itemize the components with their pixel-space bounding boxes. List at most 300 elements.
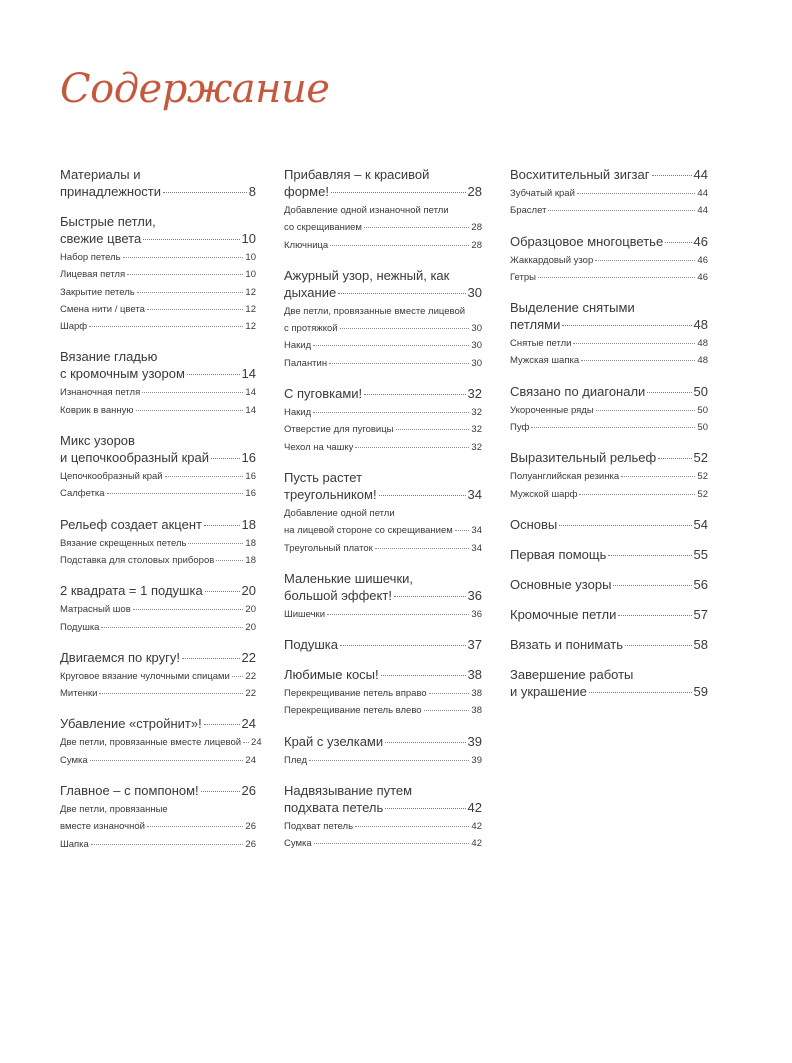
subentry-line (60, 552, 256, 569)
chapter-line (60, 782, 256, 799)
chapter-line (510, 636, 708, 653)
chapter-page-number: 58 (693, 636, 708, 652)
subentry-line (284, 752, 482, 769)
toc-subentry[interactable] (60, 301, 256, 318)
dot-leader (143, 239, 239, 240)
dot-leader (205, 591, 240, 592)
toc-subentry[interactable] (510, 402, 708, 419)
toc-section (510, 383, 708, 437)
toc-section (510, 546, 708, 563)
dot-leader (379, 495, 466, 496)
subentry-line (60, 685, 256, 702)
subentry-text: Вязание скрещенных петель (60, 537, 187, 549)
subentry-line (60, 801, 256, 818)
subentry-line (510, 468, 708, 485)
subentry-page-number: 44 (697, 188, 708, 199)
toc-chapter-title[interactable] (510, 383, 708, 400)
toc-subentry[interactable] (510, 202, 708, 219)
toc-section (510, 233, 708, 287)
toc-subentry[interactable] (510, 269, 708, 286)
toc-subentry[interactable] (60, 318, 256, 335)
toc-subentries (60, 734, 262, 769)
subentry-line (284, 337, 482, 354)
chapter-page-number: 59 (693, 683, 708, 699)
subentry-page-number: 20 (245, 604, 256, 616)
subentry-page-number: 28 (471, 222, 482, 234)
dot-leader (548, 210, 695, 211)
chapter-text: Выделение снятыми (510, 300, 635, 316)
toc-chapter-title[interactable] (60, 213, 256, 247)
chapter-line (284, 733, 482, 750)
subentry-page-number: 34 (471, 525, 482, 537)
dot-leader (573, 343, 695, 344)
chapter-page-number: 42 (467, 800, 482, 816)
page-title: Содержание (60, 66, 330, 112)
toc-subentry[interactable] (284, 702, 482, 719)
chapter-page-number: 14 (241, 366, 256, 382)
toc-section (510, 666, 708, 700)
chapter-page-number: 39 (467, 733, 482, 749)
toc-chapter-title[interactable] (510, 299, 708, 333)
toc-subentries (60, 801, 256, 853)
subentry-page-number: 36 (471, 608, 482, 620)
dot-leader (243, 742, 249, 743)
dot-leader (123, 257, 244, 258)
subentry-text: Шарф (60, 321, 88, 333)
subentry-line (60, 836, 256, 853)
toc-subentries (60, 468, 256, 503)
toc-subentry[interactable] (60, 485, 256, 502)
subentry-line (284, 355, 482, 372)
subentry-text: Две петли, провязанные (60, 804, 168, 816)
toc-chapter-title[interactable] (510, 606, 708, 623)
dot-leader (163, 192, 247, 193)
toc-subentry[interactable] (284, 404, 482, 421)
toc-section (510, 449, 708, 503)
toc-subentry[interactable] (60, 668, 256, 685)
subentry-page-number: 50 (697, 404, 708, 416)
chapter-line (284, 267, 482, 284)
toc-subentry[interactable] (60, 734, 262, 751)
toc-subentry[interactable] (284, 540, 482, 557)
toc-section (60, 213, 256, 335)
dot-leader (665, 242, 691, 243)
toc-subentry[interactable] (284, 439, 482, 456)
subentry-line (284, 818, 482, 835)
subentry-page-number: 48 (697, 355, 708, 367)
chapter-line (60, 183, 256, 200)
subentry-text: Закрытие петель (60, 286, 135, 298)
subentry-page-number: 16 (245, 471, 256, 483)
subentry-text: Митенки (60, 688, 98, 700)
toc-subentry[interactable] (284, 202, 482, 237)
chapter-line (284, 183, 482, 200)
chapter-text: принадлежности (60, 184, 162, 199)
chapter-line (60, 432, 256, 449)
subentry-text: Сумка (284, 838, 312, 850)
toc-subentry[interactable] (284, 685, 482, 702)
subentry-line (284, 404, 482, 421)
toc-chapter-title[interactable] (60, 432, 256, 466)
dot-leader (613, 585, 691, 586)
toc-chapter-title[interactable] (284, 469, 482, 503)
toc-section (510, 516, 708, 533)
toc-subentry[interactable] (510, 468, 708, 485)
subentry-line (284, 606, 482, 623)
chapter-page-number: 48 (693, 317, 708, 333)
toc-subentry[interactable] (60, 601, 256, 618)
chapter-page-number: 44 (693, 167, 708, 182)
subentry-line (60, 668, 256, 685)
toc-subentry[interactable] (60, 249, 256, 266)
toc-section (510, 576, 708, 593)
subentry-text: Снятые петли (510, 338, 572, 350)
toc-subentry[interactable] (284, 337, 482, 354)
toc-subentries (60, 535, 256, 570)
subentry-line (284, 237, 482, 254)
subentry-page-number: 32 (471, 407, 482, 419)
chapter-text: петлями (510, 317, 561, 333)
chapter-line (284, 385, 482, 402)
chapter-page-number: 56 (693, 576, 708, 592)
toc-subentry[interactable] (284, 818, 482, 835)
dot-leader (327, 614, 469, 615)
toc-subentries (510, 252, 708, 287)
subentry-line (284, 685, 482, 702)
dot-leader (187, 374, 240, 375)
chapter-line (510, 166, 708, 183)
toc-subentries (284, 606, 482, 623)
toc-section (60, 582, 256, 636)
toc-chapter-title[interactable] (284, 166, 482, 200)
toc-subentry[interactable] (510, 486, 708, 503)
chapter-line (284, 666, 482, 683)
dot-leader (204, 724, 240, 725)
toc-subentry[interactable] (284, 303, 482, 338)
toc-chapter-title[interactable] (510, 516, 708, 533)
chapter-line (284, 284, 482, 301)
toc-section (510, 299, 708, 370)
chapter-page-number: 57 (693, 606, 708, 622)
subentry-page-number: 12 (245, 286, 256, 298)
chapter-page-number: 52 (693, 450, 708, 466)
subentry-text: Жаккардовый узор (510, 254, 594, 266)
toc-chapter-title[interactable] (60, 782, 256, 799)
dot-leader (211, 458, 240, 459)
subentry-page-number: 52 (697, 488, 708, 500)
toc-subentry[interactable] (60, 752, 256, 769)
chapter-text: свежие цвета (60, 231, 142, 246)
subentry-page-number: 42 (471, 838, 482, 850)
toc-section (284, 166, 482, 254)
subentry-page-number: 12 (245, 303, 256, 315)
toc-section (284, 782, 482, 853)
toc-chapter-title[interactable] (510, 166, 708, 183)
chapter-page-number: 10 (241, 231, 256, 246)
subentry-page-number: 32 (471, 424, 482, 436)
toc-chapter-title[interactable] (60, 348, 256, 382)
toc-subentry[interactable] (60, 685, 256, 702)
toc-subentry[interactable] (60, 402, 256, 419)
chapter-text: Вязать и понимать (510, 636, 624, 652)
chapter-line (510, 516, 708, 533)
subentry-line (510, 202, 708, 219)
subentry-page-number: 22 (245, 688, 256, 700)
toc-chapter-title[interactable] (60, 582, 256, 599)
toc-subentry[interactable] (284, 505, 482, 540)
toc-chapter-title[interactable] (284, 733, 482, 750)
chapter-line (60, 365, 256, 382)
chapter-page-number: 46 (693, 233, 708, 249)
toc-subentry[interactable] (60, 468, 256, 485)
dot-leader (201, 791, 240, 792)
dot-leader (90, 760, 244, 761)
toc-chapter-title[interactable] (60, 649, 256, 666)
chapter-text: и цепочкообразный край (60, 450, 209, 466)
toc-section (510, 166, 708, 220)
subentry-text: Пуф (510, 422, 530, 434)
chapter-page-number: 37 (467, 637, 482, 653)
subentry-text: Салфетка (60, 488, 105, 500)
dot-leader (204, 525, 240, 526)
toc-section (510, 606, 708, 623)
dot-leader (577, 193, 696, 194)
chapter-line (284, 486, 482, 503)
subentry-line (510, 419, 708, 436)
dot-leader (89, 326, 243, 327)
chapter-line (510, 666, 708, 683)
dot-leader (396, 429, 470, 430)
toc-chapter-title[interactable] (284, 385, 482, 402)
subentry-text: Браслет (510, 205, 547, 217)
subentry-line (60, 249, 256, 266)
toc-subentry[interactable] (510, 252, 708, 269)
subentry-line (510, 269, 708, 286)
chapter-line (510, 233, 708, 250)
chapter-text: Пусть растет (284, 469, 363, 485)
dot-leader (142, 392, 243, 393)
dot-leader (596, 410, 696, 411)
subentry-line (60, 402, 256, 419)
subentry-page-number: 14 (245, 387, 256, 399)
dot-leader (455, 530, 470, 531)
chapter-line (510, 546, 708, 563)
chapter-text: Основы (510, 516, 558, 532)
toc-subentries (510, 185, 708, 220)
toc-chapter-title[interactable] (60, 715, 256, 732)
chapter-line (284, 799, 482, 816)
toc-section (60, 715, 262, 769)
toc-section (60, 516, 256, 570)
subentry-page-number: 38 (471, 688, 482, 700)
chapter-text: Первая помощь (510, 546, 607, 562)
subentry-page-number: 46 (697, 271, 708, 283)
toc-subentry[interactable] (510, 335, 708, 352)
subentry-text: Матрасный шов (60, 604, 131, 616)
toc-subentry[interactable] (284, 606, 482, 623)
toc-subentry[interactable] (60, 836, 256, 853)
toc-subentry[interactable] (284, 355, 482, 372)
toc-chapter-title[interactable] (284, 782, 482, 816)
subentry-page-number: 30 (471, 340, 482, 352)
subentry-page-number: 34 (471, 542, 482, 554)
dot-leader (608, 555, 691, 556)
dot-leader (147, 309, 244, 310)
subentry-line (284, 835, 482, 852)
subentry-line (60, 601, 256, 618)
chapter-line (510, 383, 708, 400)
toc-section (60, 348, 256, 419)
subentry-line (60, 318, 256, 335)
toc-subentry[interactable] (60, 801, 256, 836)
subentry-page-number: 32 (471, 441, 482, 453)
toc-subentries (60, 668, 256, 703)
subentry-line (284, 320, 482, 337)
dot-leader (381, 675, 466, 676)
dot-leader (188, 543, 243, 544)
chapter-text: Вязание гладью (60, 349, 158, 365)
subentry-text: Набор петель (60, 252, 121, 263)
toc-chapter-title[interactable] (284, 666, 482, 683)
chapter-page-number: 16 (241, 450, 256, 466)
toc-chapter-title[interactable] (510, 576, 708, 593)
toc-subentry[interactable] (284, 421, 482, 438)
toc-subentry[interactable] (60, 384, 256, 401)
toc-chapter-title[interactable] (510, 233, 708, 250)
chapter-text: и украшение (510, 683, 587, 699)
subentry-page-number: 12 (245, 321, 256, 333)
chapter-line (60, 230, 256, 247)
subentry-line (284, 439, 482, 456)
dot-leader (165, 476, 244, 477)
chapter-page-number: 30 (467, 284, 482, 300)
toc-subentry[interactable] (510, 352, 708, 369)
subentry-text: Плед (284, 754, 307, 766)
chapter-page-number: 24 (241, 716, 256, 732)
subentry-line (284, 540, 482, 557)
chapter-text: Кромочные петли (510, 606, 617, 622)
toc-column-2 (284, 166, 482, 866)
chapter-line (60, 516, 256, 533)
toc-subentry[interactable] (284, 752, 482, 769)
dot-leader (589, 692, 692, 693)
chapter-page-number: 8 (248, 184, 256, 199)
toc-chapter-title[interactable] (284, 267, 482, 301)
chapter-text: Любимые косы! (284, 667, 379, 683)
chapter-line (60, 715, 256, 732)
chapter-text: форме! (284, 184, 329, 199)
subentry-text: Зубчатый край (510, 188, 575, 199)
subentry-text: Гетры (510, 271, 536, 283)
dot-leader (652, 175, 692, 176)
subentry-text: Перекрещивание петель влево (284, 705, 422, 717)
subentry-text: Подставка для столовых приборов (60, 554, 215, 566)
subentry-text: Цепочкообразный край (60, 471, 163, 483)
subentry-line (284, 702, 482, 719)
subentry-page-number: 16 (245, 488, 256, 500)
subentry-text: Полуанглийская резинка (510, 471, 620, 483)
toc-chapter-title[interactable] (510, 666, 708, 700)
chapter-page-number: 28 (467, 184, 482, 199)
dot-leader (562, 325, 691, 326)
toc-subentry[interactable] (60, 552, 256, 569)
subentry-line (510, 335, 708, 352)
chapter-line (284, 570, 482, 587)
dot-leader (137, 292, 244, 293)
subentry-page-number: 14 (245, 404, 256, 416)
subentry-text: со скрещиванием (284, 222, 362, 234)
dot-leader (595, 260, 695, 261)
subentry-line (60, 734, 262, 751)
chapter-line (284, 469, 482, 486)
subentry-text: Добавление одной изнаночной петли (284, 205, 449, 216)
subentry-text: Круговое вязание чулочными спицами (60, 670, 230, 682)
chapter-text: треугольником! (284, 486, 377, 502)
subentry-page-number: 26 (245, 821, 256, 833)
subentry-text: Две петли, провязанные вместе лицевой (284, 305, 466, 317)
chapter-text: большой эффект! (284, 587, 392, 603)
toc-column-3 (510, 166, 708, 713)
chapter-text: Материалы и (60, 167, 141, 182)
subentry-line (284, 421, 482, 438)
toc-subentry[interactable] (510, 185, 708, 202)
chapter-page-number: 36 (467, 587, 482, 603)
toc-subentry[interactable] (60, 535, 256, 552)
toc-chapter-title[interactable] (510, 449, 708, 466)
dot-leader (385, 742, 465, 743)
toc-subentry[interactable] (60, 266, 256, 283)
chapter-text: Главное – с помпоном! (60, 783, 199, 799)
toc-subentry[interactable] (284, 237, 482, 254)
subentry-text: Палантин (284, 357, 328, 369)
dot-leader (621, 476, 695, 477)
dot-leader (133, 609, 244, 610)
subentry-text: с протяжкой (284, 323, 338, 335)
subentry-page-number: 48 (697, 338, 708, 350)
chapter-text: Связано по диагонали (510, 383, 646, 399)
toc-chapter-title[interactable] (510, 546, 708, 563)
dot-leader (340, 645, 466, 646)
toc-chapter-title[interactable] (284, 570, 482, 604)
toc-subentries (284, 505, 482, 557)
toc-section (284, 385, 482, 456)
subentry-text: Мужская шапка (510, 355, 580, 367)
subentry-text: Подхват петель (284, 821, 354, 833)
toc-subentry[interactable] (510, 419, 708, 436)
toc-subentry[interactable] (60, 284, 256, 301)
toc-subentry[interactable] (60, 619, 256, 636)
toc-subentries (60, 601, 256, 636)
toc-chapter-title[interactable] (60, 516, 256, 533)
chapter-text: Выразительный рельеф (510, 450, 657, 466)
subentry-text: вместе изнаночной (60, 821, 145, 833)
toc-column-1 (60, 166, 262, 866)
chapter-line (510, 683, 708, 700)
toc-section (60, 782, 256, 853)
subentry-line (60, 535, 256, 552)
toc-chapter-title[interactable] (510, 636, 708, 653)
toc-subentries (284, 818, 482, 853)
subentry-text: Треугольный платок (284, 542, 373, 554)
toc-section (284, 666, 482, 720)
dot-leader (329, 363, 469, 364)
dot-leader (538, 277, 695, 278)
toc-chapter-title[interactable] (284, 636, 482, 653)
toc-chapter-title[interactable] (60, 166, 256, 200)
dot-leader (182, 658, 240, 659)
toc-subentry[interactable] (284, 835, 482, 852)
subentry-page-number: 46 (697, 254, 708, 266)
